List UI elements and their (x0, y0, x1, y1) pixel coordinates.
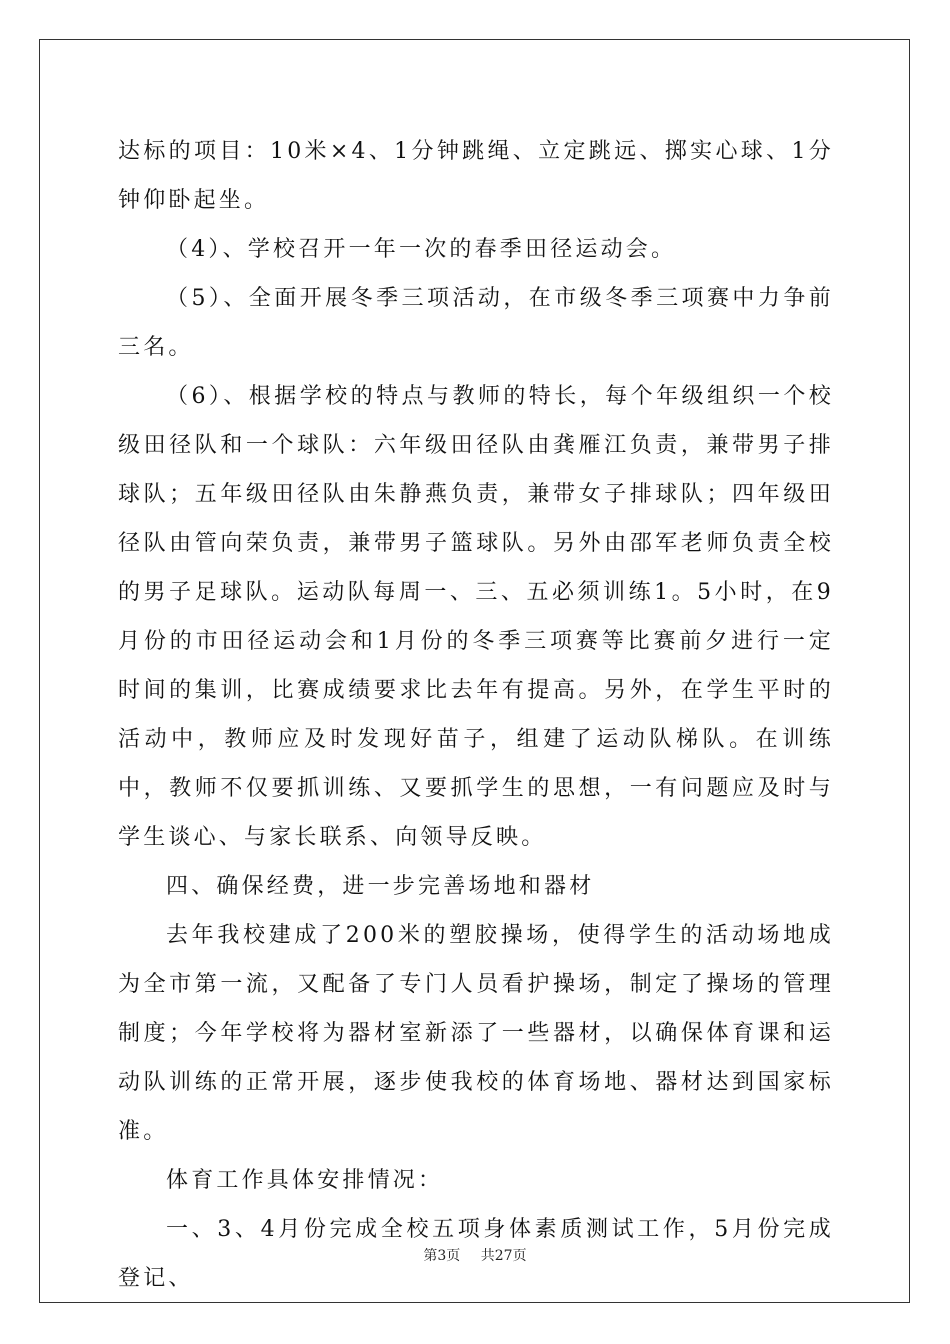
paragraph-4: （6）、根据学校的特点与教师的特长，每个年级组织一个校级田径队和一个球队：六年级田径队由龚雁江负责，兼带男子排球队；五年级田径队由朱静燕负责，兼带女子排球队；四年级田径队由管向荣负责，兼带男子篮球队。另外由邵军老师负责全校的男子足球队。运动队每周一、三、五必须训练1。5小时，在9月份的市田径运动会和1月份的冬季三项赛等比赛前夕进行一定时间的集训，比赛成绩要求比去年有提高。另外，在学生平时的活动中，教师应及时发现好苗子，组建了运动队梯队。在训练中，教师不仅要抓训练、又要抓学生的思想，一有问题应及时与学生谈心、与家长联系、向领导反映。 (118, 384, 834, 850)
paragraph-5: 去年我校建成了200米的塑胶操场，使得学生的活动场地成为全市第一流，又配备了专门人员看护操场，制定了操场的管理制度；今年学校将为器材室新添了一些器材，以确保体育课和运动队训练的正常开展，逐步使我校的体育场地、器材达到国家标准。 (118, 923, 834, 1144)
page-total: 共27页 (480, 1248, 527, 1264)
paragraph-6: 体育工作具体安排情况： (166, 1168, 444, 1193)
page-footer (0, 1245, 950, 1265)
document-body (118, 127, 834, 1303)
paragraph-1: 达标的项目：10米×4、1分钟跳绳、立定跳远、掷实心球、1分钟仰卧起坐。 (118, 139, 834, 213)
paragraph-2: （4）、学校召开一年一次的春季田径运动会。 (166, 237, 677, 262)
page-number: 第3页 (423, 1248, 461, 1264)
section-heading-4: 四、确保经费，进一步完善场地和器材 (166, 874, 595, 899)
paragraph-3: （5）、全面开展冬季三项活动，在市级冬季三项赛中力争前三名。 (118, 286, 834, 360)
paragraph-7: 一、3、4月份完成全校五项身体素质测试工作，5月份完成登记、 (118, 1217, 834, 1291)
